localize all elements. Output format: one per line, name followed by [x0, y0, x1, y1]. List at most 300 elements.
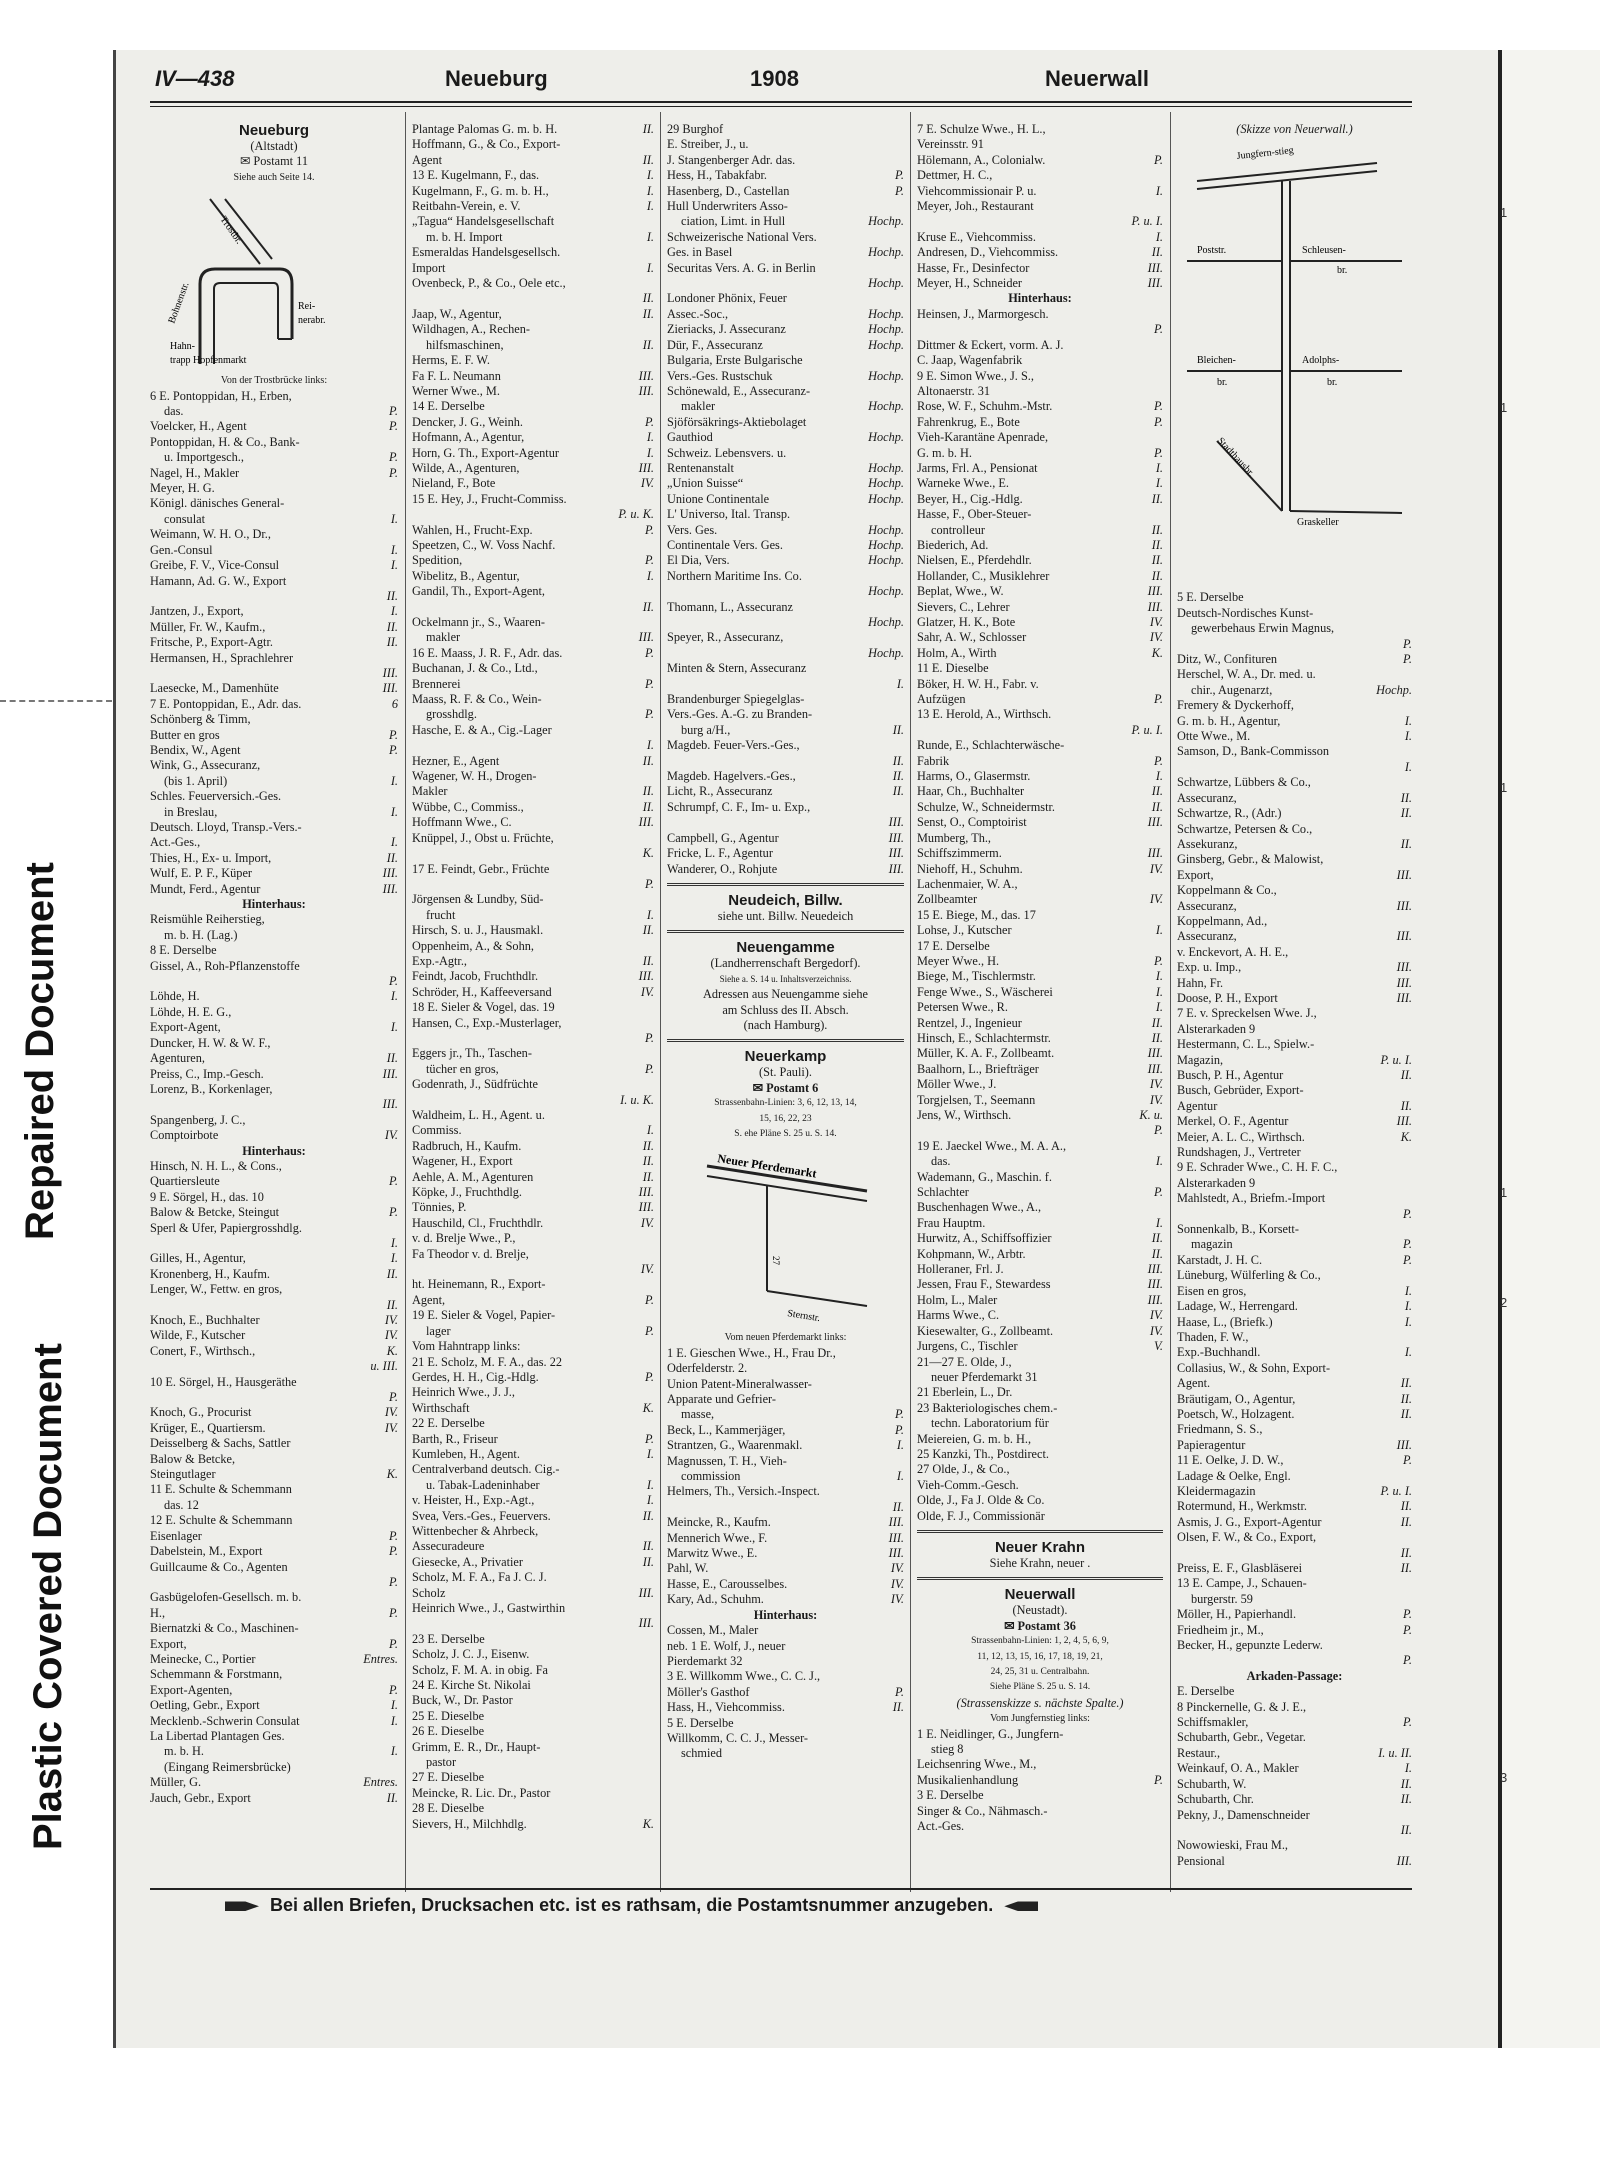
list-item	[412, 1555, 654, 1570]
floor-indicator: IV.	[640, 1262, 654, 1277]
entry-list	[917, 122, 1163, 1524]
floor-indicator: P.	[388, 404, 398, 419]
floor-indicator: K.	[386, 1343, 398, 1358]
floor-indicator: Hochp.	[868, 368, 904, 383]
entry-text: Balow & Betcke, Steingut	[150, 1205, 280, 1220]
list-item	[667, 815, 904, 830]
list-item	[412, 908, 654, 923]
floor-indicator: P.	[894, 183, 904, 198]
list-item	[667, 692, 904, 707]
floor-indicator: II.	[1400, 1391, 1412, 1406]
floor-indicator: I. u. K.	[620, 1092, 654, 1107]
entry-text: Alsterarkaden 9	[1177, 1175, 1256, 1190]
entry-text: Sievers, C., Lehrer	[917, 599, 1010, 614]
list-item	[412, 615, 654, 630]
floor-indicator: I.	[646, 430, 654, 445]
floor-indicator: III.	[1396, 898, 1412, 913]
list-item	[1177, 1592, 1412, 1607]
list-item	[917, 738, 1163, 753]
entry-text: v. d. Brelje Wwe., P.,	[412, 1231, 516, 1246]
list-item	[1177, 1638, 1412, 1653]
floor-indicator: III.	[638, 815, 654, 830]
list-item	[412, 877, 654, 892]
map-label: Sternstr.	[786, 1308, 821, 1325]
column-2	[412, 122, 654, 1882]
list-item	[1177, 837, 1412, 852]
floor-indicator: P.	[1153, 953, 1163, 968]
entry-text: Lüneburg, Wülferling & Co.,	[1177, 1268, 1321, 1283]
list-item	[917, 1077, 1163, 1092]
list-item	[1177, 1253, 1412, 1268]
floor-indicator: IV.	[1149, 615, 1163, 629]
list-item	[412, 1724, 654, 1739]
entry-text: Doose, P. H., Export	[1177, 990, 1278, 1005]
list-item	[917, 1185, 1163, 1200]
list-item	[150, 1467, 398, 1482]
list-item	[412, 1478, 654, 1493]
floor-indicator: IV.	[1149, 1092, 1163, 1107]
list-item	[1177, 760, 1412, 775]
entry-text: Buck, W., Dr. Pastor	[412, 1693, 513, 1708]
entry-text: Dettmer, H. C.,	[917, 168, 993, 183]
floor-indicator: P.	[894, 1684, 904, 1699]
entry-text: Eggers jr., Th., Taschen-	[412, 1046, 532, 1061]
entry-text: Hinterhaus:	[753, 1607, 818, 1622]
entry-text: Hull Underwriters Asso-	[667, 199, 788, 214]
floor-indicator: Hochp.	[868, 214, 904, 229]
entry-text: Gilles, H., Agentur,	[150, 1251, 246, 1266]
floor-indicator: P. u. I.	[1131, 214, 1163, 229]
list-item	[412, 923, 654, 938]
entry-text: Schweizerische National Vers.	[667, 229, 817, 244]
floor-indicator: P.	[644, 522, 654, 537]
list-item	[150, 1436, 398, 1451]
street-sketch-map	[667, 1146, 904, 1326]
street-reference: Siehe Krahn, neuer .	[989, 1555, 1091, 1570]
floor-indicator: Hochp.	[868, 276, 904, 291]
entry-text: Biernatzki & Co., Maschinen-	[150, 1621, 299, 1636]
floor-indicator: P.	[644, 645, 654, 660]
floor-indicator: P.	[644, 1061, 654, 1076]
floor-indicator: I.	[1404, 1314, 1412, 1329]
floor-indicator: P.	[1153, 399, 1163, 414]
entry-text: Zollbeamter	[917, 892, 978, 907]
floor-indicator: P.	[388, 742, 398, 757]
entry-text: Samson, D., Bank-Commisson	[1177, 744, 1330, 759]
entry-text: Exp.-Agtr.,	[412, 953, 467, 968]
entry-text: Wagener, H., Export	[412, 1154, 513, 1169]
list-item	[667, 661, 904, 676]
entry-text: Voelcker, H., Agent	[150, 419, 247, 434]
entry-text: 13 E. Herold, A., Wirthsch.	[917, 707, 1052, 722]
entry-text: Schönewald, E., Assecuranz-	[667, 383, 811, 398]
list-item	[150, 697, 398, 712]
floor-indicator: I.	[646, 1493, 654, 1508]
floor-indicator: K.	[1400, 1129, 1412, 1144]
map-label: Bohnenstr.	[166, 281, 192, 326]
entry-text: Preiss, E. F., Glasbläserei	[1177, 1561, 1303, 1575]
entry-text: Ockelmann jr., S., Waaren-	[412, 615, 545, 629]
entry-text: Ginsberg, Gebr., & Malowist,	[1177, 852, 1324, 867]
list-item	[1177, 1854, 1412, 1869]
entry-text: burg a/H.,	[681, 722, 731, 737]
floor-indicator: P.	[644, 1369, 654, 1384]
entry-text: Fa F. L. Neumann	[412, 368, 501, 383]
list-item	[917, 1416, 1163, 1431]
list-item	[917, 923, 1163, 938]
entry-text: Mennerich Wwe., F.	[667, 1530, 768, 1545]
list-item	[667, 430, 904, 445]
list-item	[412, 677, 654, 692]
entry-text: Meincke, R. Lic. Dr., Pastor	[412, 1785, 551, 1800]
list-item	[667, 168, 904, 183]
entry-text: Singer & Co., Nähmasch.-	[917, 1803, 1048, 1818]
list-item	[412, 1709, 654, 1724]
entry-text: La Libertad Plantagen Ges.	[150, 1728, 285, 1743]
plan-reference: S. ehe Pläne S. 25 u. S. 14.	[734, 1128, 837, 1139]
list-item	[412, 1031, 654, 1046]
list-item	[150, 1159, 398, 1174]
list-item	[917, 1804, 1163, 1819]
list-item	[667, 784, 904, 799]
postamt-label: ✉ Postamt 11	[240, 154, 308, 169]
list-item	[917, 630, 1163, 645]
floor-indicator: P.	[644, 1323, 654, 1338]
entry-text: makler	[681, 399, 716, 414]
floor-indicator: I.	[390, 1744, 398, 1759]
entry-text: 23 E. Derselbe	[412, 1631, 485, 1646]
floor-indicator: II.	[1400, 1822, 1412, 1837]
list-item	[1177, 1838, 1412, 1853]
entry-text: Barth, R., Friseur	[412, 1431, 498, 1446]
section-note: Vom Jungfernstieg links:	[990, 1713, 1090, 1725]
entry-text: Spangenberg, J. C.,	[150, 1112, 246, 1127]
list-item	[917, 1093, 1163, 1108]
list-item	[917, 646, 1163, 661]
entry-text: Hinterhaus:	[242, 1143, 306, 1158]
floor-indicator: P. u. I.	[1131, 722, 1163, 737]
pointing-hand-icon	[225, 1898, 259, 1914]
entry-text: Petersen Wwe., R.	[917, 1000, 1008, 1015]
list-item	[412, 1786, 654, 1801]
entry-text: 15 E. Biege, M., das. 17	[917, 907, 1036, 922]
list-item	[917, 214, 1163, 229]
list-item	[917, 1757, 1163, 1772]
floor-indicator: III.	[1147, 846, 1163, 861]
entry-text: Butter en gros	[150, 727, 220, 742]
entry-text: neuer Pferdemarkt 31	[931, 1369, 1038, 1384]
entry-text: Hansen, C., Exp.-Musterlager,	[412, 1015, 562, 1030]
list-item	[667, 384, 904, 399]
entry-text: Frau Hauptm.	[917, 1215, 986, 1230]
floor-indicator: II.	[386, 588, 398, 603]
list-item	[412, 954, 654, 969]
floor-indicator: P.	[1402, 1607, 1412, 1622]
floor-indicator: I.	[1404, 1345, 1412, 1360]
street-title: Neueburg	[238, 122, 309, 139]
list-item	[412, 245, 654, 260]
list-item	[412, 1355, 654, 1370]
list-item	[917, 553, 1163, 568]
list-item	[412, 353, 654, 368]
list-item	[412, 862, 654, 877]
floor-indicator: I.	[1404, 1299, 1412, 1314]
column-1	[150, 122, 398, 1882]
entry-text: chir., Augenarzt,	[1191, 682, 1273, 697]
list-item	[1177, 652, 1412, 667]
street-sketch-map	[150, 189, 398, 369]
list-item	[412, 569, 654, 584]
list-item	[412, 261, 654, 276]
list-item	[150, 1221, 398, 1236]
floor-indicator: IV.	[1149, 630, 1163, 645]
list-item	[150, 1729, 398, 1744]
floor-indicator: I.	[1155, 923, 1163, 938]
list-item	[150, 1128, 398, 1143]
floor-indicator: I.	[390, 1020, 398, 1035]
list-item	[1177, 1053, 1412, 1068]
entry-text: Kohpmann, W., Arbtr.	[917, 1246, 1026, 1261]
entry-text: Merkel, O. F., Agentur	[1177, 1114, 1289, 1129]
list-item	[1177, 1669, 1412, 1684]
entry-text: Viehcommissionair P. u.	[917, 183, 1037, 198]
column-separator	[405, 112, 406, 1892]
entry-list	[150, 389, 398, 1806]
list-item	[412, 754, 654, 769]
list-item	[1177, 991, 1412, 1006]
list-item	[150, 419, 398, 434]
list-item	[917, 384, 1163, 399]
list-item	[412, 276, 654, 291]
list-item	[667, 214, 904, 229]
entry-text: 11 E. Dieselbe	[917, 661, 989, 676]
list-item	[412, 1293, 654, 1308]
floor-indicator: III.	[1147, 599, 1163, 614]
floor-indicator: III.	[382, 881, 398, 896]
list-item	[412, 1216, 654, 1231]
entry-text: Pierdemarkt 32	[667, 1653, 743, 1668]
entry-text: Alsterarkaden 9	[1177, 1021, 1256, 1036]
entry-text: Wink, G., Assecuranz,	[150, 758, 261, 773]
plan-reference: Siehe Pläne S. 25 u. S. 14.	[989, 1682, 1091, 1693]
column-separator	[910, 112, 911, 1892]
list-item	[150, 1513, 398, 1528]
entry-text: 11 E. Schulte & Schemmann	[150, 1482, 292, 1497]
entry-text: 9 E. Simon Wwe., J. S.,	[917, 368, 1034, 383]
entry-text: Aufzügen	[917, 692, 966, 707]
floor-indicator: I.	[390, 558, 398, 573]
list-item	[917, 1247, 1163, 1262]
list-item	[412, 476, 654, 491]
street-subtitle: (Neustadt).	[1012, 1603, 1068, 1618]
floor-indicator: II.	[1400, 1776, 1412, 1791]
list-item	[150, 1606, 398, 1621]
floor-indicator: P.	[388, 974, 398, 989]
entry-text: Dür, F., Assecuranz	[667, 337, 763, 352]
list-item	[150, 1097, 398, 1112]
list-item	[917, 1432, 1163, 1447]
list-item	[412, 230, 654, 245]
list-item	[412, 446, 654, 461]
list-item	[1177, 883, 1412, 898]
entry-text: El Dia, Vers.	[667, 553, 730, 568]
list-item	[150, 1313, 398, 1328]
entry-text: Gissel, A., Roh-Pflanzenstoffe	[150, 958, 300, 973]
list-item	[150, 897, 398, 912]
list-item	[150, 989, 398, 1004]
entry-text: Ladage & Oelke, Engl.	[1177, 1468, 1291, 1483]
floor-indicator: II.	[1400, 836, 1412, 851]
entry-text: m. b. H. Import	[426, 229, 503, 244]
list-item	[1177, 1623, 1412, 1638]
list-item	[917, 430, 1163, 445]
entry-text: 19 E. Jaeckel Wwe., M. A. A.,	[917, 1138, 1067, 1153]
list-item	[412, 630, 654, 645]
list-item	[917, 1727, 1163, 1742]
list-item	[1177, 1730, 1412, 1745]
floor-indicator: II.	[642, 122, 654, 136]
floor-indicator: I.	[1155, 476, 1163, 491]
label-plastic-covered-document: Plastic Covered Document	[26, 1343, 70, 1850]
entry-text: 13 E. Kugelmann, F., das.	[412, 168, 540, 183]
entry-text: Kary, Ad., Schuhm.	[667, 1592, 764, 1607]
entry-text: Hasse, Fr., Desinfector	[917, 260, 1030, 275]
entry-text: Exp. u. Imp.,	[1177, 960, 1242, 975]
entry-text: Lenger, W., Fettw. en gros,	[150, 1282, 283, 1297]
list-item	[917, 353, 1163, 368]
map-label: Stadthausbr.	[1214, 435, 1257, 480]
label-repaired-document: Repaired Document	[18, 862, 62, 1240]
list-item	[667, 569, 904, 584]
list-item	[1177, 1376, 1412, 1391]
list-item	[667, 553, 904, 568]
entry-text: Haase, L., (Briefk.)	[1177, 1314, 1273, 1329]
entry-text: Niehoff, H., Schuhm.	[917, 861, 1023, 876]
floor-indicator: P.	[1402, 1237, 1412, 1252]
entry-text: Pekny, J., Damenschneider	[1177, 1807, 1310, 1822]
list-item	[1177, 744, 1412, 759]
entry-text: lager	[426, 1323, 451, 1338]
entry-text: Brennerei	[412, 676, 461, 691]
list-item	[917, 1046, 1163, 1061]
entry-text: 6 E. Pontoppidan, H., Erben,	[150, 388, 292, 403]
list-item	[1177, 1561, 1412, 1576]
list-item	[150, 620, 398, 635]
list-item	[917, 862, 1163, 877]
list-item	[917, 1123, 1163, 1138]
section-divider	[917, 1577, 1163, 1580]
list-item	[917, 1355, 1163, 1370]
floor-indicator: I.	[1155, 229, 1163, 244]
list-item	[150, 435, 398, 450]
floor-indicator: III.	[888, 815, 904, 830]
floor-indicator: I.	[1155, 769, 1163, 784]
list-item	[917, 230, 1163, 245]
list-item	[667, 1469, 904, 1484]
list-item	[917, 1401, 1163, 1416]
list-item	[667, 507, 904, 522]
entry-text: Ovenbeck, P., & Co., Oele etc.,	[412, 276, 566, 291]
list-item	[667, 291, 904, 306]
list-item	[917, 1108, 1163, 1123]
floor-indicator: P.	[388, 1636, 398, 1651]
entry-text: Fritsche, P., Export-Agtr.	[150, 635, 273, 650]
entry-text: Fremery & Dyckerhoff,	[1177, 698, 1294, 713]
entry-text: Securitas Vers. A. G. in Berlin	[667, 260, 816, 275]
floor-indicator: P.	[388, 450, 398, 465]
entry-text: magazin	[1191, 1237, 1233, 1252]
entry-text: Hirsch, S. u. J., Hausmakl.	[412, 923, 544, 938]
list-item	[667, 723, 904, 738]
list-item	[412, 1570, 654, 1585]
entry-text: Zieriacks, J. Assecuranz	[667, 322, 786, 337]
entry-text: Commiss.	[412, 1123, 462, 1138]
entry-text: Assekuranz,	[1177, 836, 1238, 851]
list-item	[150, 512, 398, 527]
floor-indicator: Hochp.	[868, 337, 904, 352]
list-item	[667, 415, 904, 430]
floor-indicator: P.	[1402, 636, 1412, 651]
list-item	[917, 1478, 1163, 1493]
entry-text: neb. 1 E. Wolf, J., neuer	[667, 1638, 786, 1653]
entry-text: Löhde, H. E. G.,	[150, 1004, 232, 1019]
entry-text: 7 E. Pontoppidan, E., Adr. das.	[150, 696, 302, 711]
adjacent-page-fragment: 1	[1500, 1185, 1508, 1200]
list-item	[667, 831, 904, 846]
list-item	[150, 928, 398, 943]
entry-text: Nowowieski, Frau M.,	[1177, 1838, 1289, 1853]
floor-indicator: K.	[1151, 645, 1163, 660]
list-item	[917, 1493, 1163, 1508]
entry-text: Sievers, H., Milchhdlg.	[412, 1816, 527, 1831]
list-item	[667, 1392, 904, 1407]
floor-indicator: II.	[1400, 1561, 1412, 1575]
list-item	[917, 507, 1163, 522]
entry-text: Reitbahn-Verein, e. V.	[412, 199, 521, 214]
list-item	[1177, 822, 1412, 837]
entry-text: Buchanan, J. & Co., Ltd.,	[412, 661, 538, 676]
list-item	[412, 492, 654, 507]
entry-text: Biederich, Ad.	[917, 537, 989, 552]
entry-text: Kugelmann, F., G. m. b. H.,	[412, 183, 549, 198]
floor-indicator: I.	[1155, 969, 1163, 984]
sketch-title: (Skizze von Neuerwall.)	[1236, 122, 1353, 136]
floor-indicator: II.	[892, 753, 904, 768]
floor-indicator: II.	[386, 1266, 398, 1281]
floor-indicator: I.	[1155, 1154, 1163, 1169]
floor-indicator: III.	[638, 1616, 654, 1631]
entry-list	[412, 122, 654, 1832]
floor-indicator: II.	[1151, 553, 1163, 568]
entry-text: Knoch, G., Procurist	[150, 1405, 252, 1420]
list-item	[667, 137, 904, 152]
floor-indicator: II.	[892, 1700, 904, 1715]
entry-text: Fabrik	[917, 753, 950, 768]
list-item	[667, 1377, 904, 1392]
entry-list	[1177, 590, 1412, 1869]
list-item	[150, 1498, 398, 1513]
entry-text: Minten & Stern, Assecuranz	[667, 661, 807, 676]
list-item	[1177, 1576, 1412, 1591]
entry-text: Thaden, F. W.,	[1177, 1329, 1249, 1344]
floor-indicator: P.	[1402, 1252, 1412, 1267]
list-item	[150, 959, 398, 974]
entry-text: Weimann, W. H. O., Dr.,	[150, 527, 271, 542]
entry-text: Pontoppidan, H. & Co., Bank-	[150, 434, 300, 449]
floor-indicator: IV.	[384, 1128, 398, 1143]
entry-text: Conert, F., Wirthsch.,	[150, 1343, 256, 1358]
entry-text: Papieragentur	[1177, 1437, 1246, 1452]
